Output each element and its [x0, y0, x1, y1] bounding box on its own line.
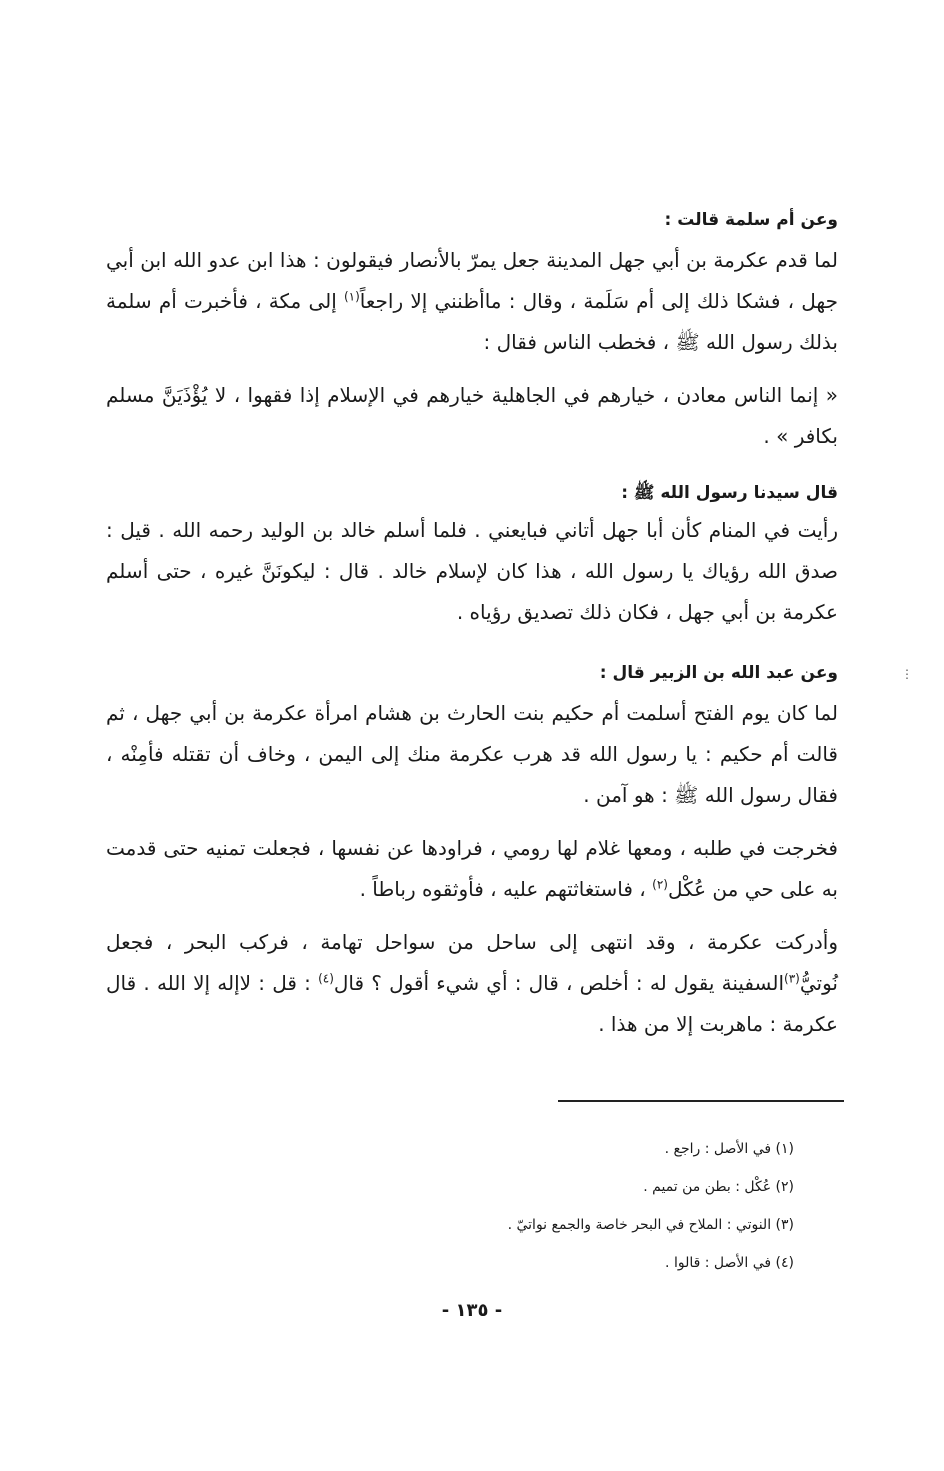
paragraph-text: ، فاستغاثتهم عليه ، فأوثقوه رباطاً . [359, 877, 653, 901]
footnote-ref-4: (٤) [318, 971, 334, 986]
margin-scan-mark: ⋮ [901, 667, 913, 681]
paragraph-text: إلى مكة ، فأخبرت أم سلمة بذلك رسول الله ﷺ ، فخطب الناس فقال : [106, 289, 838, 354]
paragraph-dream: رأيت في المنام كأن أبا جهل أتاني فبايعني . فلما أسلم خالد بن الوليد رحمه الله . قيل : صدق الله رؤياك يا رسول الله ، هذا كان لإسلام خالد . قال : ليكونَنَّ غيره ، حتى أسلم عكرمة بن أبي جهل ، فكان ذلك تصديق رؤياه . [106, 518, 838, 624]
paragraph-conquest: لما كان يوم الفتح أسلمت أم حكيم بنت الحارث بن هشام امرأة عكرمة بن أبي جهل ، ثم قالت أم حكيم : يا رسول الله قد هرب عكرمة منك إلى اليمن ، وخاف أن تقتله فأمِنْه ، فقال رسول الله ﷺ : هو آمن . [106, 701, 838, 807]
paragraph-search [106, 828, 838, 910]
paragraph-hadith-maadin: « إنما الناس معادن ، خيارهم في الجاهلية خيارهم في الإسلام إذا فقهوا ، لا يُؤْذَيَنَّ مسلم بكافر » . [106, 383, 838, 448]
paragraph-ikrima-arrival [106, 240, 838, 363]
paragraph-sea [106, 922, 838, 1045]
footnote-4: (٤) في الأصل : قالوا . [665, 1255, 794, 1271]
footnote-ref-2: (٢) [652, 877, 668, 892]
footnote-ref-3: (٣) [784, 971, 800, 986]
footnote-1: (١) في الأصل : راجع . [664, 1141, 794, 1157]
paragraph-text: لما قدم عكرمة بن أبي جهل المدينة جعل يمرّ بالأنصار فيقولون : هذا ابن عدو الله ابن أبي جهل ، فشكا ذلك إلى أم سَلَمة ، وقال : ماأظنني إلا راجعاً [106, 248, 839, 313]
section-heading-ibn-zubayr: وعن عبد الله بن الزبير قال : [599, 663, 838, 683]
section-heading-prophet-said: قال سيدنا رسول الله ﷺ : [621, 483, 838, 503]
footnotes [200, 1130, 794, 1282]
page-number: - ١٣٥ - [441, 1300, 503, 1321]
section-heading-umm-salama: وعن أم سلمة قالت : [664, 210, 838, 230]
paragraph-text: وأدركت عكرمة ، وقد انتهى إلى ساحل من سواحل تهامة ، فركب البحر ، فجعل نُوتيُّ [106, 930, 838, 995]
footnote-3: (٣) النوتي : الملاح في البحر خاصة والجمع نواتيّ . [507, 1217, 794, 1233]
paragraph-text: فخرجت في طلبه ، ومعها غلام لها رومي ، فراودها عن نفسها ، فجعلت تمنيه حتى قدمت به على حي من عُكْل [106, 836, 838, 901]
footnote-divider [558, 1100, 844, 1102]
footnote-ref-1: (١) [343, 289, 360, 304]
footnote-2: (٢) عُكْل : بطن من تميم . [643, 1179, 794, 1195]
paragraph-text: : قل : لاإله إلا الله . قال عكرمة : ماهربت إلا من هذا . [106, 971, 838, 1036]
paragraph-text: السفينة يقول له : أخلص ، قال : أي شيء أقول ؟ قال [333, 971, 785, 995]
